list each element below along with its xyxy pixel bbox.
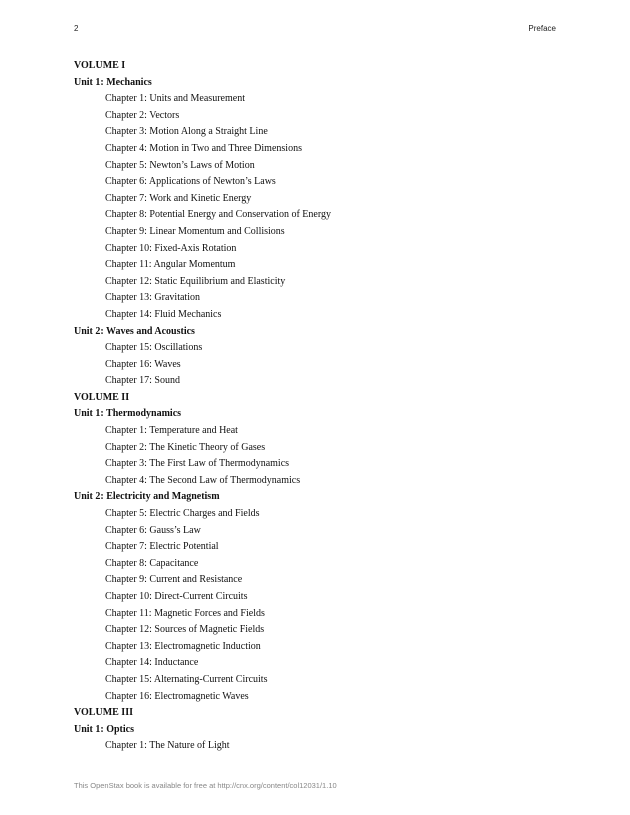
chapter-entry: Chapter 9: Current and Resistance: [105, 574, 243, 586]
chapter-entry: Chapter 9: Linear Momentum and Collisions: [105, 225, 285, 237]
page-number: 2: [74, 24, 79, 33]
chapter-entry: Chapter 13: Electromagnetic Induction: [105, 640, 261, 652]
chapter-entry: Chapter 6: Applications of Newton’s Laws: [105, 176, 276, 188]
running-head: Preface: [528, 24, 556, 33]
chapter-entry: Chapter 1: The Nature of Light: [105, 740, 230, 752]
unit-heading: Unit 1: Optics: [74, 723, 134, 735]
chapter-entry: Chapter 14: Fluid Mechanics: [105, 308, 222, 320]
chapter-entry: Chapter 8: Capacitance: [105, 557, 199, 569]
volume-heading: VOLUME III: [74, 707, 133, 719]
chapter-entry: Chapter 5: Electric Charges and Fields: [105, 508, 260, 520]
chapter-entry: Chapter 2: Vectors: [105, 109, 180, 121]
volume-heading: VOLUME I: [74, 60, 126, 71]
chapter-entry: Chapter 14: Inductance: [105, 657, 199, 669]
unit-heading: Unit 2: Electricity and Magnetism: [74, 491, 220, 503]
unit-heading: Unit 2: Waves and Acoustics: [74, 325, 195, 337]
chapter-entry: Chapter 6: Gauss’s Law: [105, 524, 201, 536]
unit-heading: Unit 1: Thermodynamics: [74, 408, 182, 420]
chapter-entry: Chapter 1: Temperature and Heat: [105, 425, 238, 437]
chapter-entry: Chapter 10: Fixed-Axis Rotation: [105, 242, 237, 254]
chapter-entry: Chapter 15: Oscillations: [105, 342, 203, 354]
footer-note: This OpenStax book is available for free at http://cnx.org/content/col12031/1.10: [74, 781, 337, 790]
chapter-entry: Chapter 16: Electromagnetic Waves: [105, 690, 249, 702]
chapter-entry: Chapter 10: Direct-Current Circuits: [105, 591, 248, 602]
chapter-entry: Chapter 13: Gravitation: [105, 292, 200, 304]
chapter-entry: Chapter 3: The First Law of Thermodynamics: [105, 458, 290, 470]
chapter-entry: Chapter 11: Angular Momentum: [105, 259, 236, 271]
chapter-entry: Chapter 8: Potential Energy and Conservation of Energy: [105, 209, 331, 221]
chapter-entry: Chapter 7: Electric Potential: [105, 541, 219, 553]
chapter-entry: Chapter 12: Static Equilibrium and Elasticity: [105, 275, 286, 287]
chapter-entry: Chapter 16: Waves: [105, 358, 181, 370]
chapter-entry: Chapter 1: Units and Measurement: [105, 93, 245, 105]
chapter-entry: Chapter 4: The Second Law of Thermodynamics: [105, 474, 301, 486]
chapter-entry: Chapter 15: Alternating-Current Circuits: [105, 673, 268, 685]
chapter-entry: Chapter 11: Magnetic Forces and Fields: [105, 607, 265, 619]
volume-heading: VOLUME II: [74, 391, 130, 403]
table-of-contents: [74, 58, 564, 755]
chapter-entry: Chapter 2: The Kinetic Theory of Gases: [105, 441, 266, 453]
chapter-entry: Chapter 12: Sources of Magnetic Fields: [105, 624, 265, 636]
unit-heading: Unit 1: Mechanics: [74, 76, 152, 88]
chapter-entry: Chapter 17: Sound: [105, 375, 180, 387]
chapter-entry: Chapter 7: Work and Kinetic Energy: [105, 192, 252, 204]
chapter-entry: Chapter 4: Motion in Two and Three Dimensions: [105, 142, 302, 154]
chapter-entry: Chapter 5: Newton’s Laws of Motion: [105, 159, 255, 171]
chapter-entry: Chapter 3: Motion Along a Straight Line: [105, 126, 268, 138]
